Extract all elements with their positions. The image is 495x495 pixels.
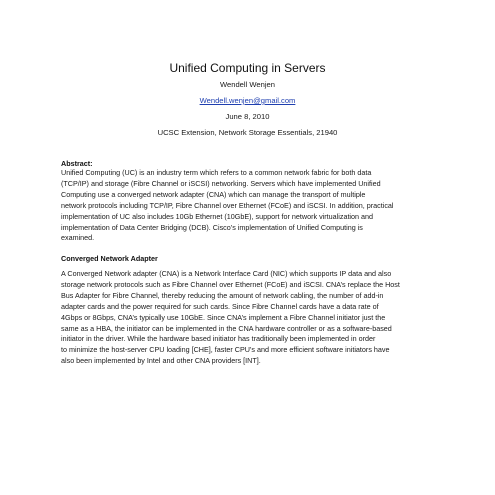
cna-line: to minimize the host-server CPU loading [CHE], faster CPU’s and more efficient software initiators have	[61, 345, 390, 355]
cna-line: 4Gbps or 8Gbps, CNA’s typically use 10GbE. Since CNA’s implement a Fibre Channel initiator just the	[61, 312, 386, 322]
cna-line: same as a HBA, the initiator can be implemented in the CNA hardware controller or as a software-based	[61, 323, 392, 333]
cna-line: storage network protocols such as Fibre Channel over Ethernet (FCoE) and iSCSI. CNA’s replace the Host	[61, 279, 400, 289]
cna-line: A Converged Network adapter (CNA) is a Network Interface Card (NIC) which supports IP data and also	[61, 269, 392, 278]
cna-paragraph	[61, 269, 441, 367]
cna-line: Bus Adapter for Fibre Channel, thereby reducing the amount of network cabling, the number of add-in	[61, 290, 384, 300]
abstract-line: examined.	[61, 233, 95, 243]
abstract-line: network protocols including TCP/IP, Fibre Channel over Ethernet (FCoE) and iSCSI. In addition, practical	[61, 200, 394, 210]
abstract-line: (TCP/IP) and storage (Fibre Channel or iSCSI) networking. Servers which have implemented Unified	[61, 178, 381, 188]
cna-line: also been implemented by Intel and other CNA providers [INT].	[61, 356, 261, 366]
author-email-link[interactable]: Wendell.wenjen@gmail.com	[199, 96, 296, 105]
abstract-line: implementation of Data Center Bridging (DCB). Cisco’s implementation of Unified Computing is	[61, 222, 363, 232]
abstract-heading: Abstract:	[61, 159, 93, 168]
section-heading-cna: Converged Network Adapter	[61, 254, 158, 263]
abstract-line: Computing use a converged network adapter (CNA) which can manage the transport of multiple	[61, 189, 366, 199]
abstract-paragraph	[61, 168, 441, 244]
affiliation: UCSC Extension, Network Storage Essentials, 21940	[157, 128, 338, 137]
paper-title: Unified Computing in Servers	[169, 61, 326, 75]
cna-line: adapter cards and the power required for such cards. Since Fibre Channel cards have a data rate of	[61, 301, 379, 311]
paper-date: June 8, 2010	[225, 112, 270, 121]
abstract-line: implementation of UC also includes 10Gb Ethernet (10GbE), support for network virtualization and	[61, 211, 374, 221]
author-name: Wendell Wenjen	[219, 80, 276, 89]
cna-line: initiator in the driver. While the hardware based initiator has traditionally been implemented in order	[61, 334, 376, 344]
abstract-line: Unified Computing (UC) is an industry term which refers to a common network fabric for both data	[61, 168, 372, 177]
